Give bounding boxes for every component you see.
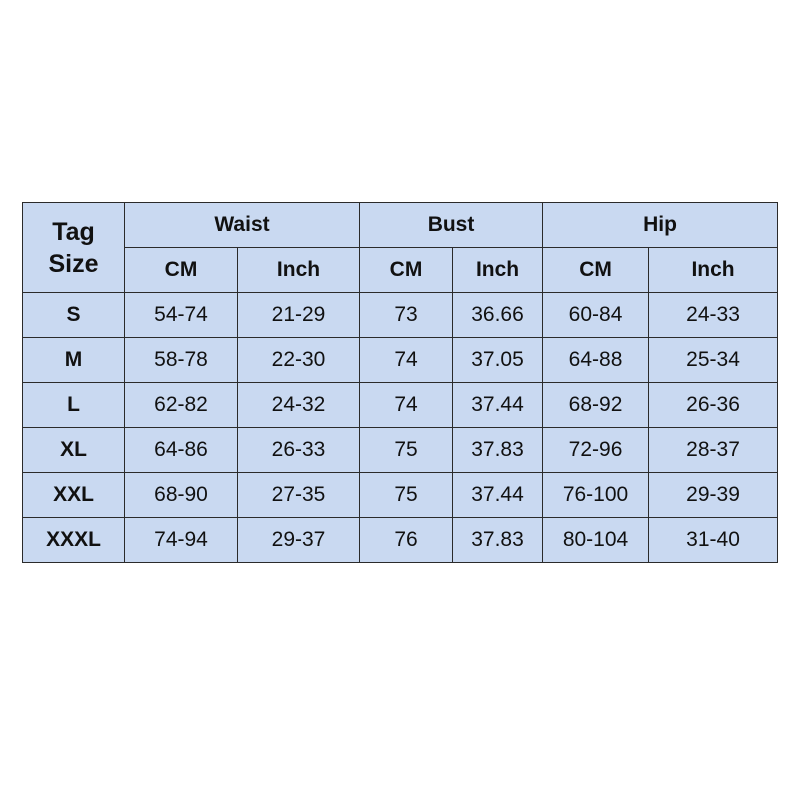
bust-cm-value: 76 (360, 518, 453, 563)
waist-cm-value: 58-78 (125, 338, 238, 383)
bust-inch-value: 37.83 (453, 428, 543, 473)
hip-cm-value: 80-104 (543, 518, 649, 563)
waist-inch-header: Inch (238, 248, 360, 293)
table-row (23, 338, 778, 383)
tag-size-header (23, 203, 125, 293)
hip-inch-value: 31-40 (649, 518, 778, 563)
bust-inch-value: 37.44 (453, 383, 543, 428)
bust-header: Bust (360, 203, 543, 248)
size-chart-table (22, 202, 778, 563)
hip-inch-value: 25-34 (649, 338, 778, 383)
hip-inch-value: 29-39 (649, 473, 778, 518)
hip-inch-value: 28-37 (649, 428, 778, 473)
waist-inch-value: 26-33 (238, 428, 360, 473)
table-row (23, 428, 778, 473)
hip-inch-value: 24-33 (649, 293, 778, 338)
bust-inch-value: 37.83 (453, 518, 543, 563)
table-body (23, 293, 778, 563)
hip-cm-value: 68-92 (543, 383, 649, 428)
bust-cm-value: 73 (360, 293, 453, 338)
size-label: S (23, 293, 125, 338)
waist-cm-header: CM (125, 248, 238, 293)
waist-inch-value: 24-32 (238, 383, 360, 428)
bust-cm-header: CM (360, 248, 453, 293)
header-row-units (23, 248, 778, 293)
header-row-groups (23, 203, 778, 248)
size-label: L (23, 383, 125, 428)
hip-cm-value: 72-96 (543, 428, 649, 473)
bust-cm-value: 74 (360, 383, 453, 428)
hip-inch-header: Inch (649, 248, 778, 293)
waist-inch-value: 21-29 (238, 293, 360, 338)
bust-cm-value: 74 (360, 338, 453, 383)
tag-size-line2: Size (48, 249, 99, 278)
bust-inch-value: 37.05 (453, 338, 543, 383)
table-row (23, 518, 778, 563)
hip-cm-value: 76-100 (543, 473, 649, 518)
hip-inch-value: 26-36 (649, 383, 778, 428)
table-row (23, 473, 778, 518)
hip-cm-value: 60-84 (543, 293, 649, 338)
size-label: XL (23, 428, 125, 473)
hip-cm-value: 64-88 (543, 338, 649, 383)
bust-inch-value: 37.44 (453, 473, 543, 518)
size-label: M (23, 338, 125, 383)
waist-cm-value: 74-94 (125, 518, 238, 563)
waist-inch-value: 29-37 (238, 518, 360, 563)
waist-cm-value: 54-74 (125, 293, 238, 338)
waist-inch-value: 22-30 (238, 338, 360, 383)
waist-cm-value: 68-90 (125, 473, 238, 518)
waist-cm-value: 64-86 (125, 428, 238, 473)
size-label: XXL (23, 473, 125, 518)
bust-inch-header: Inch (453, 248, 543, 293)
table-row (23, 293, 778, 338)
hip-header: Hip (543, 203, 778, 248)
table-header (23, 203, 778, 293)
waist-header: Waist (125, 203, 360, 248)
bust-inch-value: 36.66 (453, 293, 543, 338)
tag-size-line1: Tag (52, 217, 95, 246)
hip-cm-header: CM (543, 248, 649, 293)
waist-inch-value: 27-35 (238, 473, 360, 518)
waist-cm-value: 62-82 (125, 383, 238, 428)
table-row (23, 383, 778, 428)
bust-cm-value: 75 (360, 473, 453, 518)
bust-cm-value: 75 (360, 428, 453, 473)
size-label: XXXL (23, 518, 125, 563)
